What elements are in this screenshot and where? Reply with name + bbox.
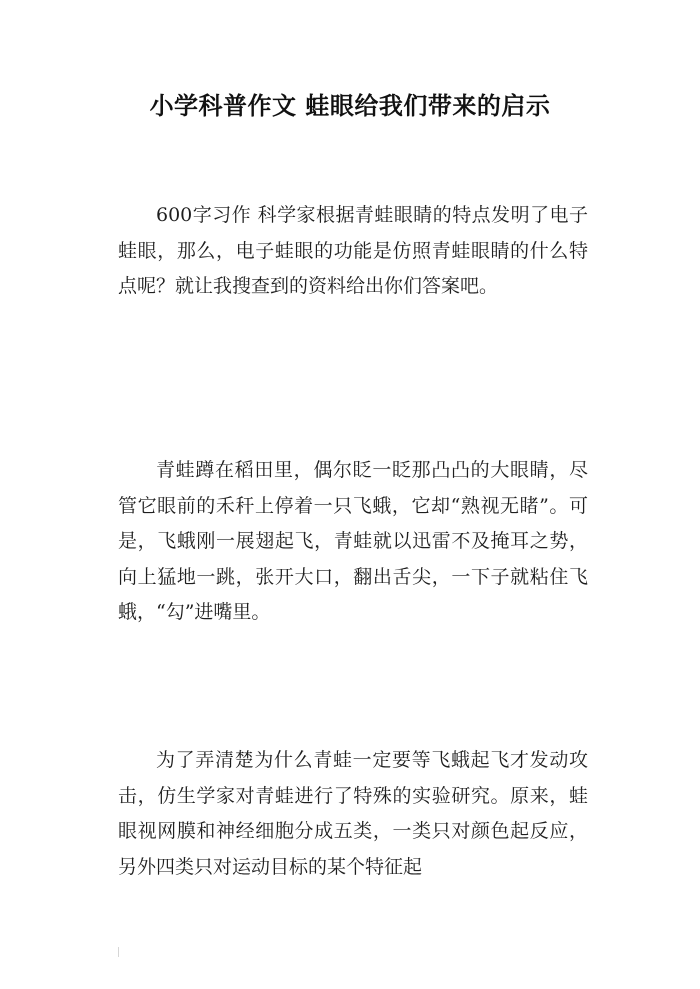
document-title: 小学科普作文 蛙眼给我们带来的启示 xyxy=(149,92,551,120)
paragraph-frog-hunting: 青蛙蹲在稻田里，偶尔眨一眨那凸凸的大眼睛，尽管它眼前的禾秆上停着一只飞蛾，它却“熟视无睹”。可是，飞蛾刚一展翅起飞，青蛙就以迅雷不及掩耳之势，向上猛地一跳，张开大口，翻出舌尖，一下子就粘住飞蛾，“勾”进嘴里。 xyxy=(118,459,588,623)
paragraph-intro: 600字习作 科学家根据青蛙眼睛的特点发明了电子蛙眼，那么，电子蛙眼的功能是仿照青蛙眼睛的什么特点呢？就让我搜查到的资料给出你们答案吧。 xyxy=(118,204,588,297)
page-edge-mark xyxy=(118,947,119,957)
paragraph-research: 为了弄清楚为什么青蛙一定要等飞蛾起飞才发动攻击，仿生学家对青蛙进行了特殊的实验研究。原来，蛙眼视网膜和神经细胞分成五类，一类只对颜色起反应，另外四类只对运动目标的某个特征起 xyxy=(118,749,588,878)
